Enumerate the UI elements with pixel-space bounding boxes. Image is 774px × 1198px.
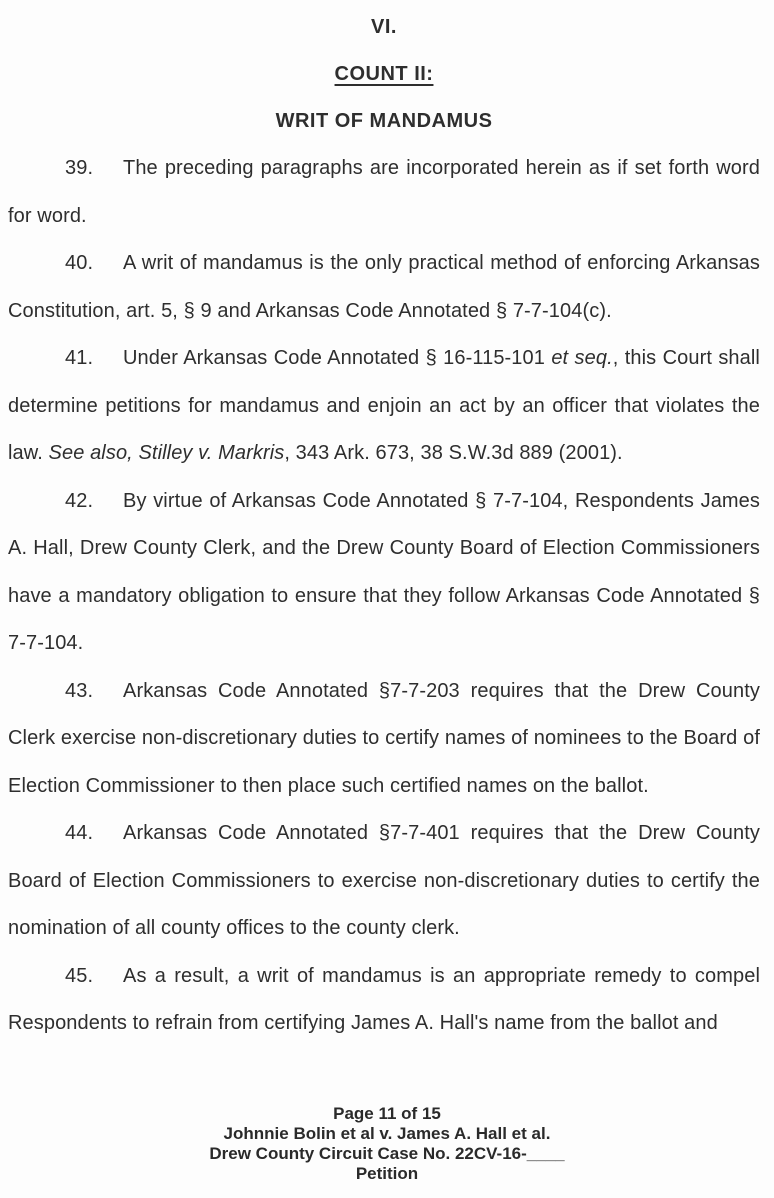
paragraph-text: , 343 Ark. 673, 38 S.W.3d 889 (2001).	[284, 442, 623, 464]
paragraph-number: 41.	[65, 347, 94, 369]
paragraph-number: 43.	[65, 679, 94, 702]
paragraph-43	[8, 668, 760, 811]
footer-case-caption: Johnnie Bolin et al v. James A. Hall et al.	[223, 1124, 551, 1143]
citation-italic-text: See also, Stilley v. Markris	[48, 442, 285, 464]
page-footer	[0, 1104, 774, 1184]
paragraph-40	[8, 240, 760, 335]
paragraph-number: 44.	[65, 822, 94, 844]
body-paragraphs	[8, 145, 760, 1048]
count-heading-text: COUNT II:	[334, 63, 434, 85]
paragraph-text: Arkansas Code Annotated §7-7-401 requires that the Drew County Board of Election Commissioners to exercise non-discretionary duties to certify the nomination of all county offices to the county clerk.	[8, 822, 760, 939]
paragraph-text: Under Arkansas Code Annotated § 16-115-101	[123, 347, 552, 369]
paragraph-44	[8, 810, 760, 953]
paragraph-number: 40.	[65, 252, 94, 274]
paragraph-text: As a result, a writ of mandamus is an appropriate remedy to compel Respondents to refrain from certifying James A. Hall's name from the ballot and	[8, 964, 760, 1034]
footer-case-number: Drew County Circuit Case No. 22CV-16-____	[209, 1144, 565, 1163]
footer-document-title: Petition	[355, 1164, 419, 1183]
section-number-heading: VI.	[371, 16, 397, 38]
paragraph-text: The preceding paragraphs are incorporated herein as if set forth word for word.	[8, 157, 760, 227]
count-heading	[8, 51, 760, 98]
paragraph-number: 39.	[65, 157, 94, 179]
paragraph-number: 42.	[65, 489, 94, 512]
paragraph-text: A writ of mandamus is the only practical method of enforcing Arkansas Constitution, art. 5, § 9 and Arkansas Code Annotated § 7-7-104(c).	[8, 252, 760, 322]
paragraph-39	[8, 145, 760, 240]
paragraph-42	[8, 478, 760, 668]
paragraph-text: , this Court shall determine petitions for mandamus and enjoin an act by an officer that violates the law.	[8, 347, 760, 464]
citation-italic-text: et seq.	[551, 347, 613, 369]
count-subtitle-heading: WRIT OF MANDAMUS	[275, 110, 493, 132]
paragraph-text: Arkansas Code Annotated §7-7-203 requires that the Drew County Clerk exercise non-discretionary duties to certify names of nominees to the Board of Election Commissioner to then place such certified names on the ballot.	[8, 679, 760, 797]
paragraph-number: 45.	[65, 964, 94, 987]
paragraph-45	[8, 953, 760, 1048]
paragraph-41	[8, 335, 760, 478]
paragraph-text: By virtue of Arkansas Code Annotated § 7-7-104, Respondents James A. Hall, Drew County Clerk, and the Drew County Board of Election Commissioners have a mandatory obligation to ensure that they follow Arkansas Code Annotated § 7-7-104.	[8, 489, 760, 654]
footer-page-indicator: Page 11 of 15	[333, 1104, 441, 1123]
